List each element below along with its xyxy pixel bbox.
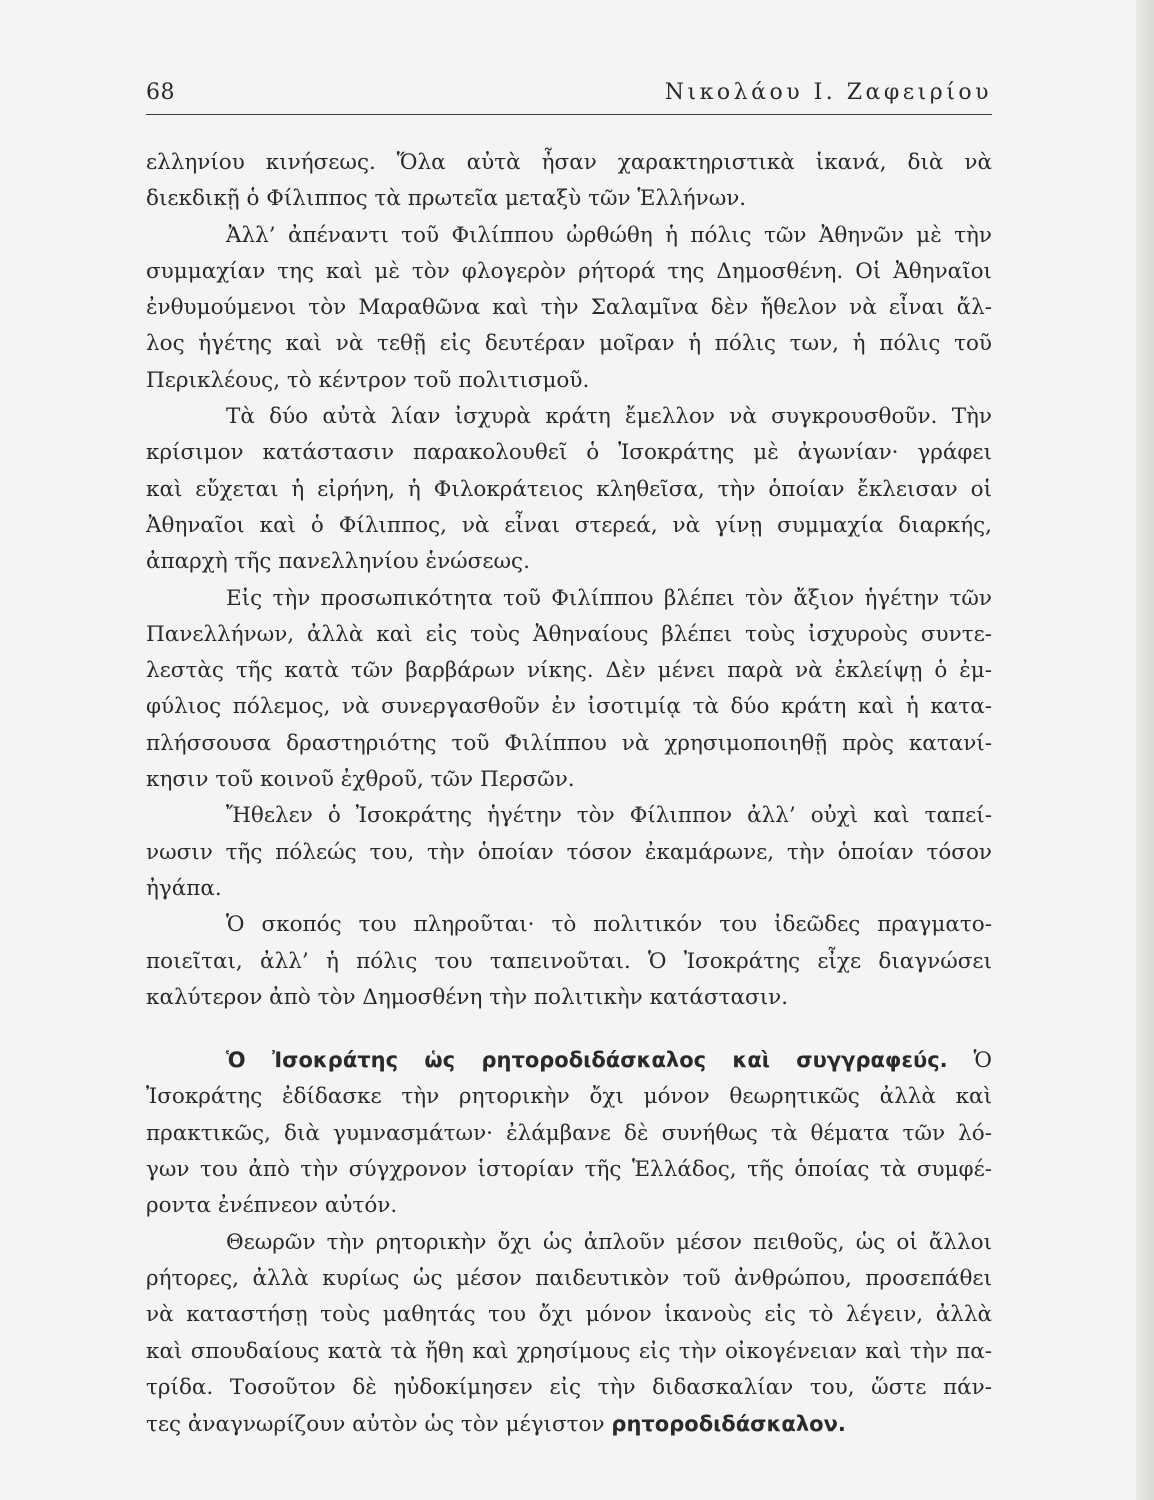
paragraph xyxy=(146,399,992,580)
text-line: νωσιν τῆς πόλεώς του, τὴν ὁποίαν τόσον ἐκαμάρωνε, τὴν ὁποίαν τόσον xyxy=(146,839,992,865)
text-line: φύλιος πόλεμος, νὰ συνεργασθοῦν ἐν ἰσοτιμίᾳ τὰ δύο κράτη καὶ ἡ κατα- xyxy=(146,694,992,720)
text-line: Εἰς τὴν προσωπικότητα τοῦ Φιλίππου βλέπει τὸν ἄξιον ἡγέτην τῶν xyxy=(226,585,992,611)
text-line: Ἀλλ’ ἀπέναντι τοῦ Φιλίππου ὠρθώθη ἡ πόλις τῶν Ἀθηνῶν μὲ τὴν xyxy=(226,222,992,248)
section-heading: Ὁ Ἰσοκράτης ὡς ρητοροδιδάσκαλος καὶ συγγραφεύς. xyxy=(226,1048,948,1073)
closing-line xyxy=(146,1406,992,1443)
paragraph xyxy=(146,798,992,907)
paragraph xyxy=(146,1225,992,1444)
page-edge-shadow xyxy=(1136,0,1154,1500)
running-head-title: Νικολάου Ι. Ζαφειρίου xyxy=(664,80,992,105)
text-line: καλύτερον ἀπὸ τὸν Δημοσθένη τὴν πολιτικὴν κατάστασιν. xyxy=(146,984,789,1010)
paragraph xyxy=(146,581,992,799)
text-line: Θεωρῶν τὴν ρητορικὴν ὄχι ὡς ἁπλοῦν μέσον πειθοῦς, ὡς οἱ ἄλλοι xyxy=(226,1229,992,1255)
section-gap xyxy=(146,1016,992,1042)
text-line: καὶ εὔχεται ἡ εἰρήνη, ἡ Φιλοκράτειος κληθεῖσα, τὴν ὁποίαν ἔκλεισαν οἱ xyxy=(146,476,992,502)
page-number: 68 xyxy=(146,80,175,105)
page-body xyxy=(146,145,992,1443)
text-line: Ἰσοκράτης ἐδίδασκε τὴν ρητορικὴν ὄχι μόνον θεωρητικῶς ἀλλὰ καὶ xyxy=(146,1084,992,1110)
heading-tail: Ὁ xyxy=(973,1048,993,1074)
text-line: πλήσσουσα δραστηριότης τοῦ Φιλίππου νὰ χρησιμοποιηθῇ πρὸς κατανί- xyxy=(146,730,992,756)
closing-text: τες ἀναγνωρίζουν αὐτὸν ὡς τὸν μέγιστον xyxy=(146,1412,605,1438)
text-line: λεστὰς τῆς κατὰ τῶν βαρβάρων νίκης. Δὲν μένει παρὰ νὰ ἐκλείψῃ ὁ ἐμ- xyxy=(146,658,992,684)
paragraph xyxy=(146,907,992,1016)
text-line: ποιεῖται, ἀλλ’ ἡ πόλις του ταπεινοῦται. Ὁ Ἰσοκράτης εἶχε διαγνώσει xyxy=(146,948,992,974)
text-line: καὶ σπουδαίους κατὰ τὰ ἤθη καὶ χρησίμους εἰς τὴν οἰκογένειαν καὶ τὴν πα- xyxy=(146,1338,992,1364)
text-line: κρίσιμον κατάστασιν παρακολουθεῖ ὁ Ἰσοκράτης μὲ ἀγωνίαν· γράφει xyxy=(146,440,992,466)
text-line: νὰ καταστήσῃ τοὺς μαθητάς του ὄχι μόνον ἱκανοὺς εἰς τὸ λέγειν, ἀλλὰ xyxy=(146,1302,992,1328)
text-line: γων του ἀπὸ τὴν σύγχρονον ἱστορίαν τῆς Ἑλλάδος, τῆς ὁποίας τὰ συμφέ- xyxy=(146,1157,992,1183)
text-line: ροντα ἐνέπνεον αὐτόν. xyxy=(146,1193,398,1219)
text-line: κησιν τοῦ κοινοῦ ἐχθροῦ, τῶν Περσῶν. xyxy=(146,767,575,793)
text-line: Πανελλήνων, ἀλλὰ καὶ εἰς τοὺς Ἀθηναίους βλέπει τοὺς ἰσχυροὺς συντε- xyxy=(146,621,992,647)
running-header xyxy=(146,80,992,115)
paragraph xyxy=(146,218,992,399)
text-line: διεκδικῇ ὁ Φίλιππος τὰ πρωτεῖα μεταξὺ τῶν Ἑλλήνων. xyxy=(146,186,747,212)
closing-bold-term: ρητοροδιδάσκαλον. xyxy=(611,1412,846,1437)
text-line: ρήτορες, ἀλλὰ κυρίως ὡς μέσον παιδευτικὸν τοῦ ἀνθρώπου, προσεπάθει xyxy=(146,1265,992,1291)
paragraph xyxy=(146,145,992,218)
section-paragraph xyxy=(146,1042,992,1224)
section-heading-line xyxy=(146,1042,992,1079)
text-line: τρίδα. Τοσοῦτον δὲ ηὐδοκίμησεν εἰς τὴν διδασκαλίαν του, ὥστε πάν- xyxy=(146,1374,992,1400)
text-line: ἐνθυμούμενοι τὸν Μαραθῶνα καὶ τὴν Σαλαμῖνα δὲν ἤθελον νὰ εἶναι ἄλ- xyxy=(146,295,992,321)
text-line: ἀπαρχὴ τῆς πανελληνίου ἑνώσεως. xyxy=(146,549,530,575)
text-line: ἠγάπα. xyxy=(146,875,222,901)
text-line: Ὁ σκοπός του πληροῦται· τὸ πολιτικόν του ἰδεῶδες πραγματο- xyxy=(226,912,992,938)
text-line: Ἀθηναῖοι καὶ ὁ Φίλιππος, νὰ εἶναι στερεά, νὰ γίνῃ συμμαχία διαρκής, xyxy=(146,512,992,538)
text-line: συμμαχίαν της καὶ μὲ τὸν φλογερὸν ρήτορά της Δημοσθένη. Οἱ Ἀθηναῖοι xyxy=(146,258,992,284)
text-line: πρακτικῶς, διὰ γυμνασμάτων· ἐλάμβανε δὲ συνήθως τὰ θέματα τῶν λό- xyxy=(146,1120,992,1146)
text-line: Τὰ δύο αὐτὰ λίαν ἰσχυρὰ κράτη ἔμελλον νὰ συγκρουσθοῦν. Τὴν xyxy=(226,404,992,430)
text-line: λος ἡγέτης καὶ νὰ τεθῇ εἰς δευτέραν μοῖραν ἡ πόλις των, ἡ πόλις τοῦ xyxy=(146,331,992,357)
text-line: Ἤθελεν ὁ Ἰσοκράτης ἡγέτην τὸν Φίλιππον ἀλλ’ οὐχὶ καὶ ταπεί- xyxy=(226,803,992,829)
text-line: ελληνίου κινήσεως. Ὅλα αὐτὰ ἦσαν χαρακτηριστικὰ ἱκανά, διὰ νὰ xyxy=(146,150,992,175)
text-line: Περικλέους, τὸ κέντρον τοῦ πολιτισμοῦ. xyxy=(146,367,590,393)
